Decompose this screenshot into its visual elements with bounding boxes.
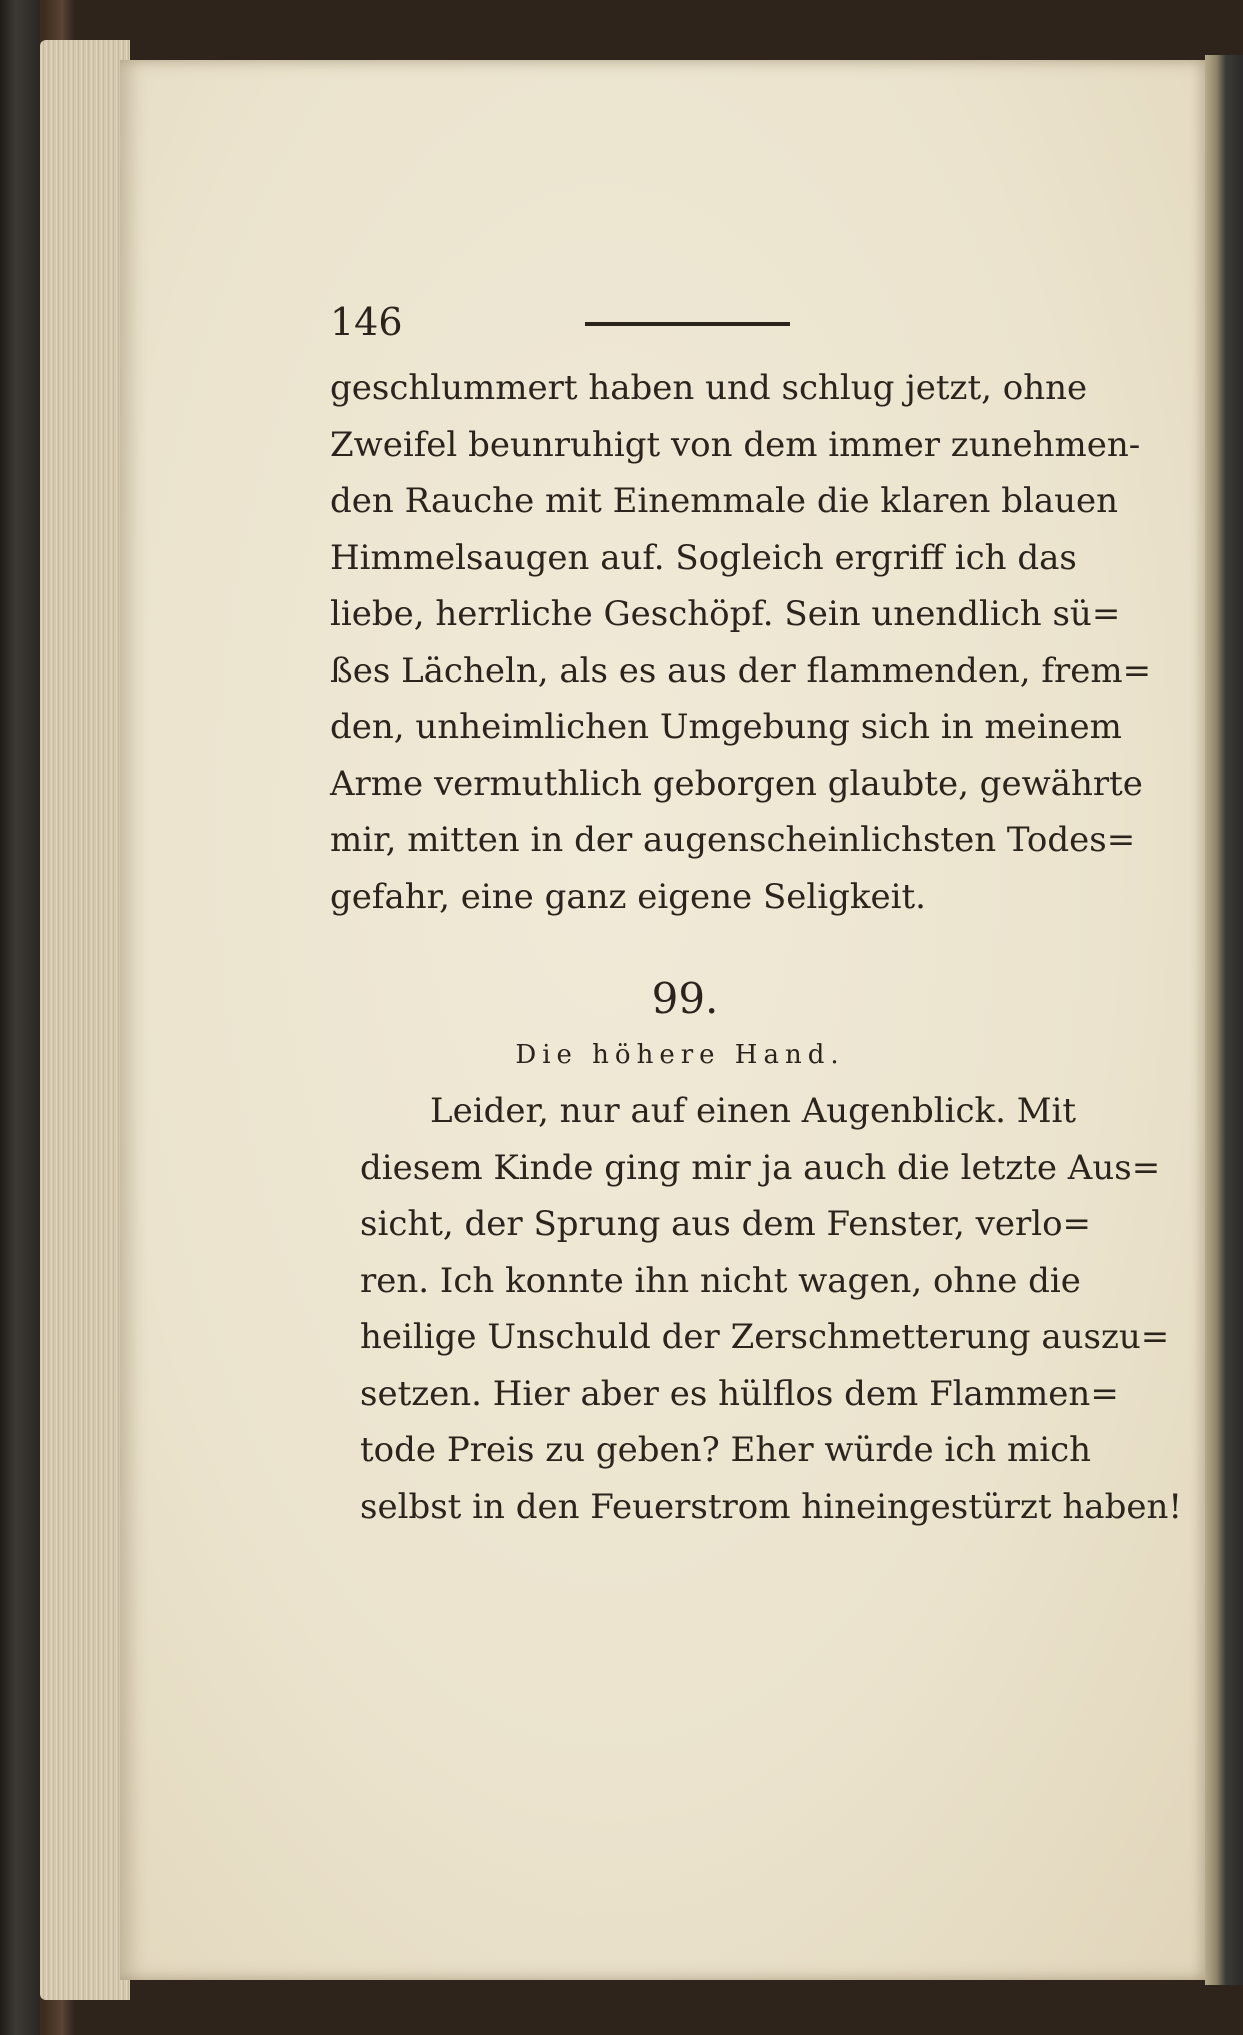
- book-gutter-right: [1205, 55, 1243, 1985]
- text-line: Himmelsaugen auf. Sogleich ergriff ich das: [330, 537, 1077, 578]
- text-line: Arme vermuthlich geborgen glaubte, gewährte: [330, 763, 1143, 804]
- text-line: geschlummert haben und schlug jetzt, ohne: [330, 368, 1088, 408]
- text-line: liebe, herrliche Geschöpf. Sein unendlich sü=: [330, 594, 1121, 634]
- text-line: Zweifel beunruhigt von dem immer zunehmen-: [330, 424, 1141, 465]
- text-line: diesem Kinde ging mir ja auch die letzte Aus=: [360, 1147, 1161, 1188]
- page-content: [330, 300, 1183, 1535]
- section-number: 99.: [651, 974, 719, 1023]
- text-line: tode Preis zu geben? Eher würde ich mich: [360, 1430, 1092, 1470]
- page-edges: [40, 40, 130, 2000]
- paragraph-2: [360, 1083, 1183, 1535]
- header-rule: [585, 322, 790, 326]
- text-line: selbst in den Feuerstrom hineingestürzt haben!: [360, 1486, 1183, 1527]
- text-line: mir, mitten in der augenscheinlichsten Todes=: [330, 820, 1136, 860]
- text-line: den Rauche mit Einemmale die klaren blauen: [330, 481, 1119, 521]
- text-line: Leider, nur auf einen Augenblick. Mit: [430, 1091, 1077, 1131]
- text-line: gefahr, eine ganz eigene Seligkeit.: [330, 876, 926, 917]
- page-header: [330, 300, 1070, 360]
- text-line: setzen. Hier aber es hülflos dem Flammen=: [360, 1373, 1119, 1414]
- paragraph-1: [330, 360, 1152, 925]
- text-line: heilige Unschuld der Zerschmetterung auszu=: [360, 1317, 1170, 1357]
- text-line: ren. Ich konnte ihn nicht wagen, ohne die: [360, 1260, 1081, 1301]
- text-line: sicht, der Sprung aus dem Fenster, verlo=: [360, 1204, 1092, 1244]
- section-title: Die höhere Hand.: [515, 1040, 845, 1070]
- book-cover-left: [0, 0, 40, 2035]
- text-line: den, unheimlichen Umgebung sich in meinem: [330, 707, 1122, 747]
- page-number: 146: [330, 300, 403, 344]
- text-line: ßes Lächeln, als es aus der flammenden, frem=: [330, 650, 1152, 691]
